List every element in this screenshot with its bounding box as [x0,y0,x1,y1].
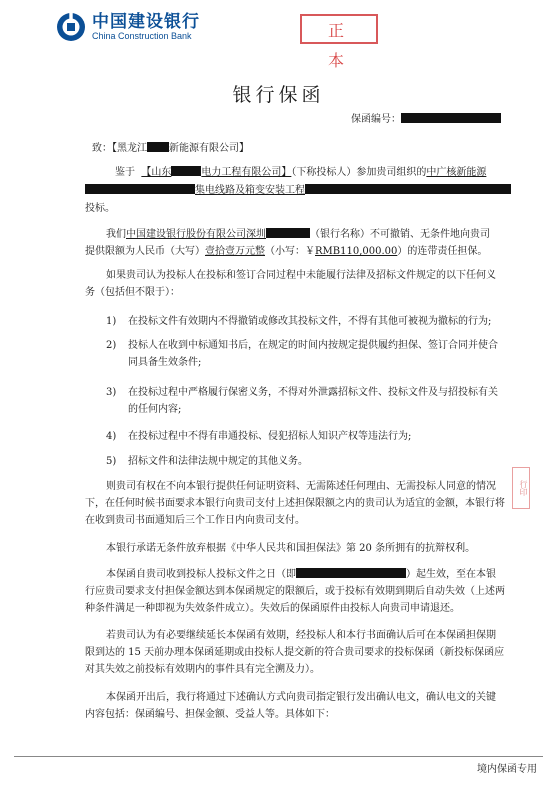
p2-line1 [106,228,490,241]
p3-obligations-intro: 如果贵司认为投标人在投标和签订合同过程中未能履行法律及招标文件规定的以下任何义务（包括但不限于）： [85,270,496,298]
p1-text: （下称投标人）参加贵司组织的 [291,167,427,178]
item-text: 投标人在收到中标通知书后，在规定的时间内按规定提供履约担保、签订合同并使合同具备生效条件; [128,340,498,368]
p2-line2 [85,246,487,258]
p1-text: 鉴于 [115,167,135,178]
redaction-bar [171,166,201,176]
p8-confirmation: 本保函开出后，我行将通过下述确认方式向贵司指定银行发出确认电文，确认电文的关键内容包括：保函编号、担保金额、受益人等。具体如下： [85,692,496,720]
guarantee-number [351,113,501,126]
obligation-item-4 [106,428,508,445]
item-number: 5) [106,456,117,467]
addressee-line [92,142,249,155]
item-number: 1) [106,316,117,327]
p2-text: 提供限额为人民币（大写） [85,246,205,257]
p1-project-name: 集电线路及箱变安装工程 [195,185,305,196]
footer-label: 境内保函专用 [477,764,537,775]
redaction-bar [147,142,169,152]
redaction-bar [266,228,310,238]
item-number: 4) [106,431,117,442]
item-number: 2) [106,340,117,351]
p1-bidder-name: 【山东 [141,167,172,178]
original-stamp: 正本 [300,14,378,44]
p2-amount-words: 壹拾壹万元整 [205,246,265,257]
p2-amount-figures: RMB110,000.00 [315,246,398,257]
p2-text: 我们 [106,229,126,240]
item-text: 招标文件和法律法规中规定的其他义务。 [128,456,308,467]
obligation-item-5 [106,453,508,470]
bank-logo [56,12,200,42]
addressee-suffix: 新能源有限公司】 [169,143,249,154]
p4-payment-terms: 则贵司有权在不向本银行提供任何证明资料、无需陈述任何理由、无需投标人同意的情况下，在任何时候书面要求本银行向贵司支付上述担保限额之内的贵司认为适宜的金额，本银行将在收到贵司书面通知后三个工作日内向贵司支付。 [85,481,505,526]
p7-extension: 若贵司认为有必要继续延长本保函有效期，经投标人和本行书面确认后可在本保函担保期限到达的 15 天前办理本保函延期或由投标人提交新的符合贵司要求的投标保函（新投标保函应对其失效之前投标有效期内的事件具有完全溯及力）。 [85,630,505,675]
bank-name-en: China Construction Bank [92,30,192,41]
redaction-bar [296,568,406,578]
bank-name-cn: 中国建设银行 [92,11,200,32]
p1-line1 [115,166,486,179]
redaction-bar [401,113,501,123]
p1-bidder-suffix: 电力工程有限公司】 [201,167,292,178]
p6-text: 应贵司要求支付担保金额达到本保函规定的限额后，或于投标有效期到期后自动失效（上述两种条件满足一种即视为失效条件成立）。失效后的保函原件由投标人向贵司申请退还。 [85,586,505,614]
item-text: 在投标过程中严格履行保密义务，不得对外泄露招标文件、投标文件及与招投标有关的任何内容; [128,387,498,415]
redaction-bar [85,184,195,194]
p1-line3: 投标。 [85,203,115,214]
footer-divider [14,756,543,757]
p5-waiver: 本银行承诺无条件放弃根据《中华人民共和国担保法》第 20 条所拥有的抗辩权利。 [106,543,476,554]
ccb-logo-icon [56,12,86,42]
redaction-bar [305,184,511,194]
p6-text: ）起生效，至在本银行 [85,569,496,597]
p1-project: 中广核新能源 [426,167,487,178]
side-seal-stamp: 行印 [512,467,530,509]
item-number: 3) [106,387,117,398]
p2-text: （小写：￥ [265,246,315,257]
p1-line2 [85,184,511,197]
item-text: 在投标过程中不得有串通投标、侵犯招标人知识产权等违法行为; [128,431,412,442]
obligation-item-3 [106,384,506,418]
guarantee-number-label: 保函编号： [351,114,401,125]
item-text: 在投标文件有效期内不得撤销或修改其投标文件，不得有其他可被视为撤标的行为; [128,316,492,327]
p2-text: ）的连带责任担保。 [397,246,488,257]
obligation-item-2 [106,337,506,371]
p2-bank: 中国建设银行股份有限公司深圳 [126,229,266,240]
p6-text: 本保函自贵司收到投标人投标文件之日（即 [106,569,296,580]
page-title: 银行保函 [232,84,325,106]
addressee-prefix: 致：【黑龙江 [92,143,147,154]
p2-text: （银行名称）不可撤销、无条件地向贵司 [310,229,490,240]
obligation-item-1 [106,313,508,330]
p6-validity [85,566,505,617]
